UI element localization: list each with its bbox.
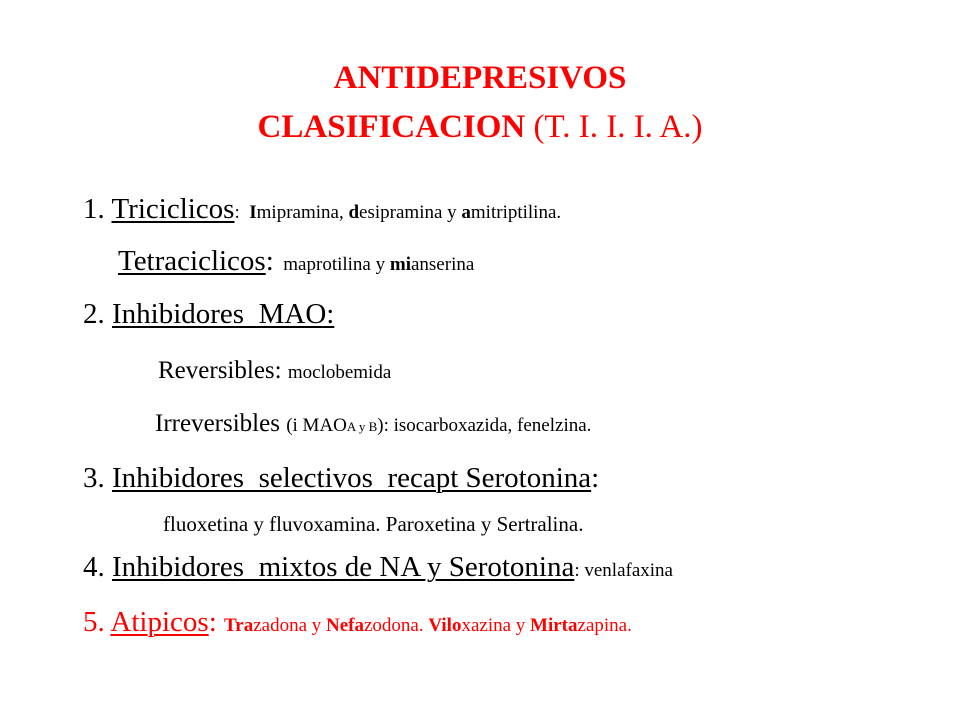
item-separator: : xyxy=(234,202,240,223)
title-acronym: (T. I. I. I. A.) xyxy=(525,109,703,145)
item-number: 3. xyxy=(83,462,112,494)
item-number: 2. xyxy=(83,298,112,330)
title-antidepresivos: ANTIDEPRESIVOS xyxy=(333,60,627,96)
item-drugs: fluoxetina y fluvoxamina. Paroxetina y Sertralina. xyxy=(163,512,584,536)
item-drugs: venlafaxina xyxy=(579,560,673,581)
item-heading: Inhibidores mixtos de NA y Serotonina xyxy=(112,551,575,583)
item-drugs: maprotilina y mianserina xyxy=(283,254,475,275)
item-isrs-drugs xyxy=(163,507,583,541)
item-4-inhibidores-mixtos xyxy=(83,550,673,588)
item-separator: : xyxy=(574,560,580,581)
title-clasificacion: CLASIFICACION xyxy=(257,109,526,145)
item-mao: i MAO xyxy=(292,415,347,436)
item-number: 1. xyxy=(83,193,112,225)
item-number: 5. xyxy=(83,606,111,638)
item-heading: Tetraciclicos xyxy=(118,245,266,277)
item-label: Irreversibles xyxy=(155,410,287,437)
item-separator: : xyxy=(208,606,224,638)
item-label: Reversibles: xyxy=(158,357,288,384)
item-heading: Triciclicos xyxy=(111,193,235,225)
item-number: 4. xyxy=(83,551,112,583)
item-heading: Inhibidores MAO: xyxy=(112,298,335,330)
item-drugs: : isocarboxazida, fenelzina. xyxy=(383,415,592,436)
item-paren-close: ) xyxy=(377,415,384,436)
item-1-triciclicos xyxy=(83,192,561,230)
item-paren-open: ( xyxy=(286,415,293,436)
item-separator: : xyxy=(591,462,600,494)
item-drugs: Trazadona y Nefazodona. Viloxazina y Mirtazapina. xyxy=(224,615,632,636)
item-mao-subscript: A y B xyxy=(346,419,378,434)
item-3-isrs xyxy=(83,461,599,495)
item-irreversibles xyxy=(155,407,591,444)
item-reversibles xyxy=(158,354,391,390)
item-heading: Atipicos xyxy=(110,606,209,638)
item-separator: : xyxy=(265,245,274,277)
item-drugs: Imipramina, desipramina y amitriptilina. xyxy=(249,202,562,223)
item-drugs: moclobemida xyxy=(287,362,392,383)
item-2-inhibidores-mao xyxy=(83,297,334,331)
item-heading: Inhibidores selectivos recapt Serotonina xyxy=(112,462,592,494)
item-5-atipicos xyxy=(83,605,632,643)
item-tetraciclicos xyxy=(118,244,474,282)
slide-title-line1 xyxy=(0,59,960,97)
slide-title-line2 xyxy=(0,108,960,146)
